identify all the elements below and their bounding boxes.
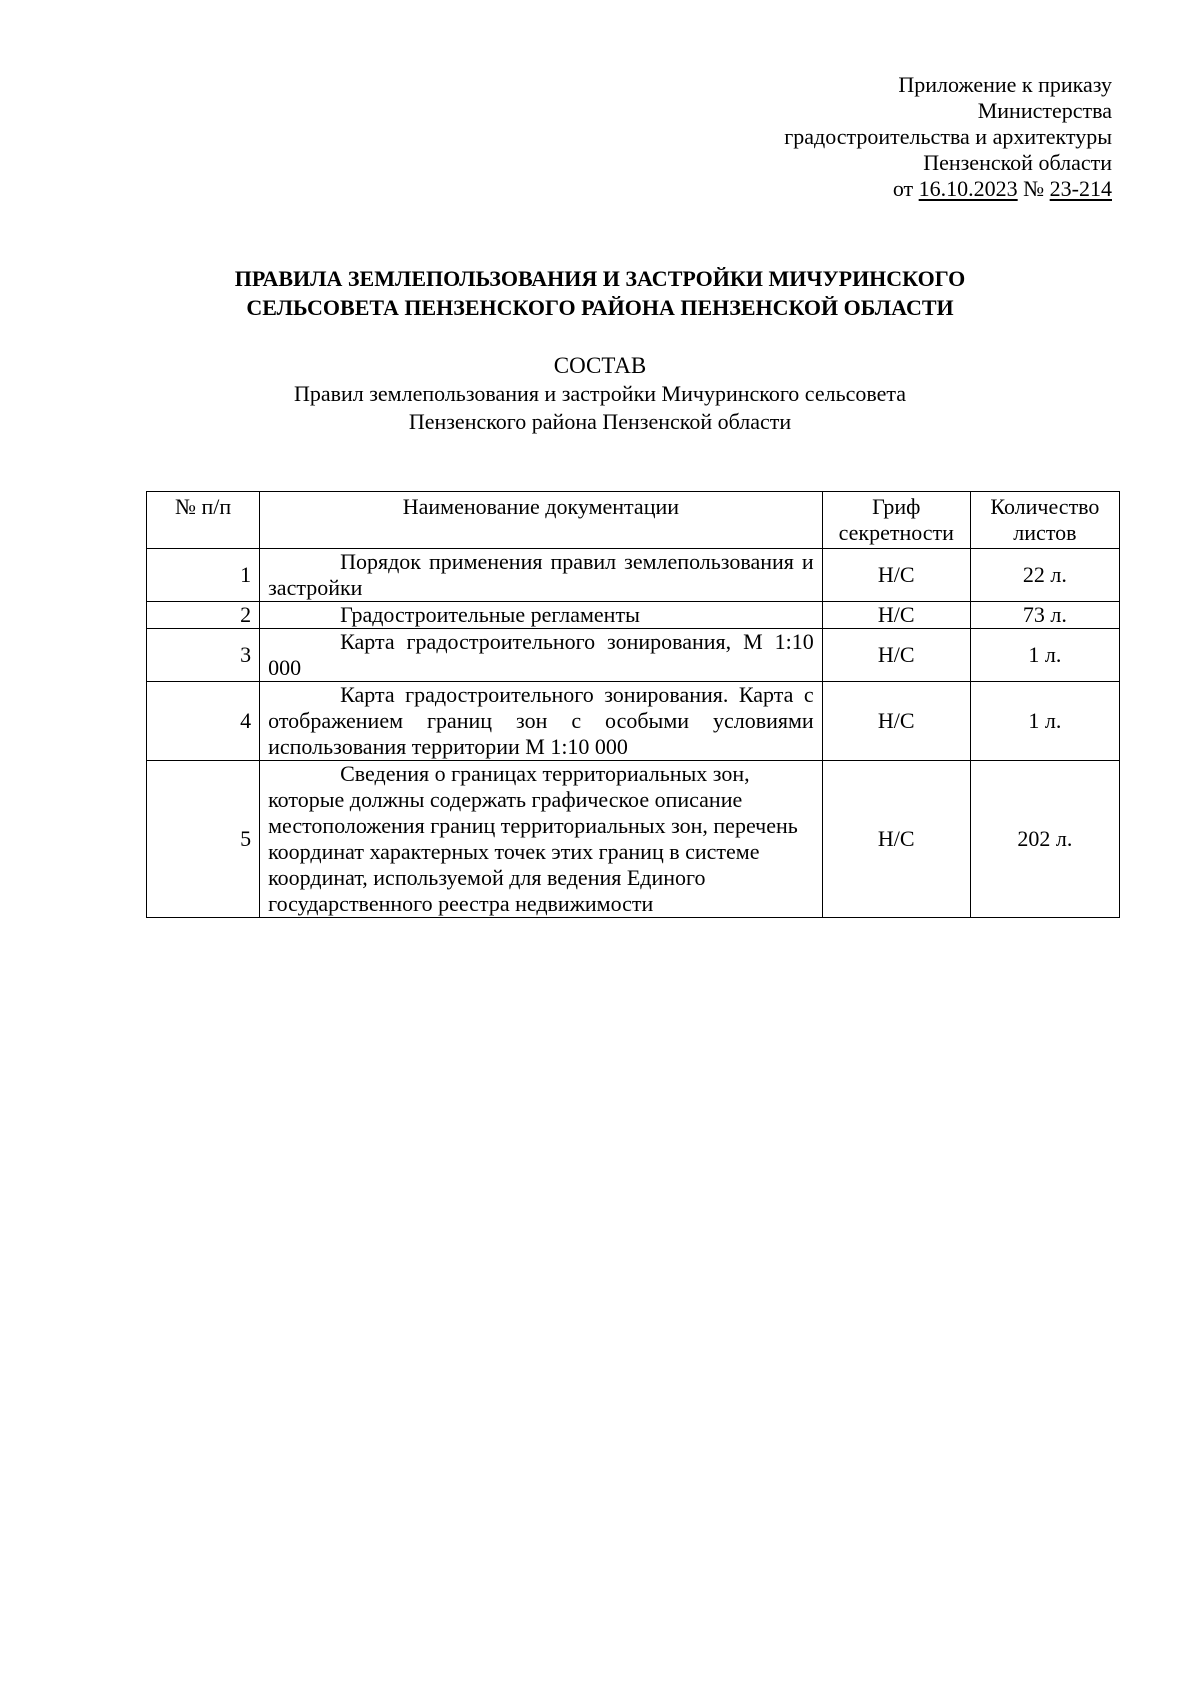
row-sheet-count: 202 л.	[970, 761, 1119, 918]
row-secrecy: Н/С	[822, 682, 970, 761]
row-document-name	[260, 761, 823, 918]
composition-heading-block	[140, 352, 1060, 436]
table-row	[147, 549, 1120, 602]
header-sheet-count: Количество листов	[970, 492, 1119, 549]
approval-line-3: градостроительства и архитектуры	[784, 124, 1112, 149]
document-title-line-2: СЕЛЬСОВЕТА ПЕНЗЕНСКОГО РАЙОНА ПЕНЗЕНСКОЙ ОБЛАСТИ	[246, 295, 954, 320]
approval-date-line	[784, 176, 1112, 202]
table-row	[147, 602, 1120, 629]
row-sheet-count: 1 л.	[970, 682, 1119, 761]
approval-date-prefix: от	[892, 176, 914, 201]
row-document-name-text: Сведения о границах территориальных зон, которые должны содержать графическое описание местоположения границ территориальных зон, перечень координат характерных точек этих границ в системе координат, используемой для ведения Единого государственного реестра недвижимости	[268, 761, 798, 916]
header-number: № п/п	[147, 492, 260, 549]
approval-line-1: Приложение к приказу	[898, 72, 1112, 97]
row-sheet-count: 1 л.	[970, 629, 1119, 682]
row-document-name	[260, 549, 823, 602]
table-row	[147, 761, 1120, 918]
row-secrecy: Н/С	[822, 761, 970, 918]
row-number: 4	[147, 682, 260, 761]
approval-line-4: Пензенской области	[923, 150, 1112, 175]
row-document-name	[260, 629, 823, 682]
composition-heading: СОСТАВ	[553, 353, 647, 378]
row-number: 1	[147, 549, 260, 602]
table-row	[147, 629, 1120, 682]
row-document-name-text: Карта градостроительного зонирования, М 1:10 000	[268, 629, 814, 680]
document-title	[140, 264, 1060, 322]
row-secrecy: Н/С	[822, 629, 970, 682]
row-document-name-text: Карта градостроительного зонирования. Карта с отображением границ зон с особыми условиями использования территории М 1:10 000	[268, 682, 814, 759]
table-row	[147, 682, 1120, 761]
approval-block	[784, 72, 1112, 202]
row-document-name-text: Градостроительные регламенты	[340, 602, 640, 627]
row-secrecy: Н/С	[822, 549, 970, 602]
approval-date: 16.10.2023	[918, 176, 1018, 201]
row-document-name	[260, 602, 823, 629]
row-number: 2	[147, 602, 260, 629]
composition-subtitle-line-2: Пензенского района Пензенской области	[408, 409, 792, 434]
row-sheet-count: 22 л.	[970, 549, 1119, 602]
row-sheet-count: 73 л.	[970, 602, 1119, 629]
header-document-name: Наименование документации	[260, 492, 823, 549]
row-document-name-text: Порядок применения правил землепользования и застройки	[268, 549, 814, 600]
row-document-name	[260, 682, 823, 761]
approval-number-prefix: №	[1023, 176, 1045, 201]
row-number: 3	[147, 629, 260, 682]
row-secrecy: Н/С	[822, 602, 970, 629]
header-secrecy: Гриф секретности	[822, 492, 970, 549]
documents-table	[146, 491, 1120, 918]
approval-number: 23-214	[1049, 176, 1112, 201]
document-title-line-1: ПРАВИЛА ЗЕМЛЕПОЛЬЗОВАНИЯ И ЗАСТРОЙКИ МИЧУРИНСКОГО	[234, 266, 966, 291]
approval-line-2: Министерства	[977, 98, 1112, 123]
table-header-row	[147, 492, 1120, 549]
composition-subtitle-line-1: Правил землепользования и застройки Мичуринского сельсовета	[293, 381, 907, 406]
row-number: 5	[147, 761, 260, 918]
